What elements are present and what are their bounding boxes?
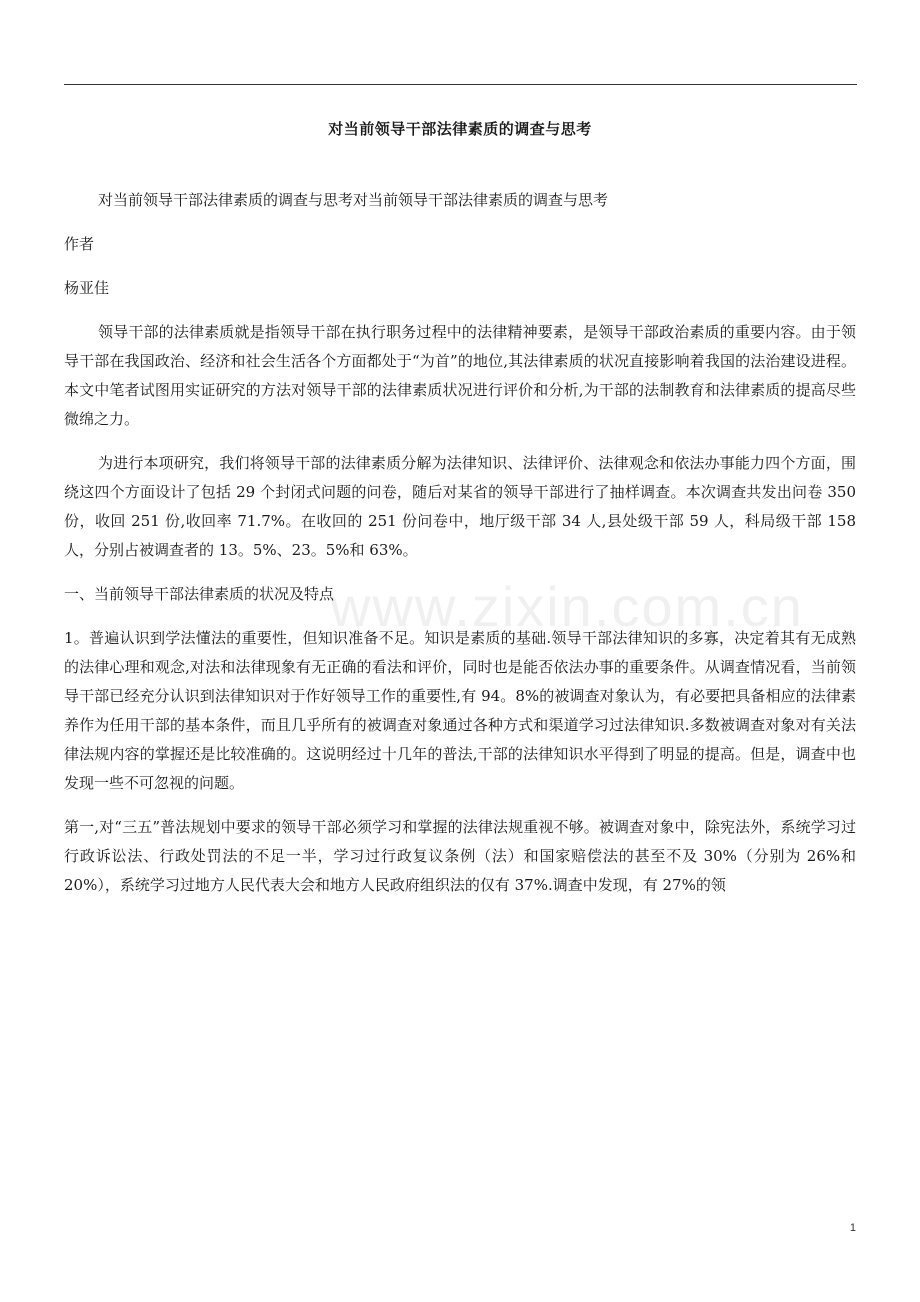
document-title: 对当前领导干部法律素质的调查与思考 xyxy=(328,120,592,138)
paragraph: 1。普遍认识到学法懂法的重要性，但知识准备不足。知识是素质的基础.领导干部法律知识的多寡，决定着其有无成熟的法律心理和观念,对法和法律现象有无正确的看法和评价，同时也是能否依法办事的重要条件。从调查情况看，当前领导干部已经充分认识到法律知识对于作好领导工作的重要性,有 94。8%的被调查对象认为，有必要把具备相应的法律素养作为任用干部的基本条件，而且几乎所有的被调查对象通过各种方式和渠道学习过法律知识.多数被调查对象对有关法律法规内容的掌握还是比较准确的。这说明经过十几年的普法,干部的法律知识水平得到了明显的提高。但是，调查中也发现一些不可忽视的问题。 xyxy=(64,629,856,792)
paragraph: 对当前领导干部法律素质的调查与思考对当前领导干部法律素质的调查与思考 xyxy=(98,191,609,209)
paragraph: 一、当前领导干部法律素质的状况及特点 xyxy=(64,585,335,603)
watermark: www.zixin.com.cn xyxy=(330,575,804,638)
document-body xyxy=(64,186,856,915)
paragraph: 为进行本项研究，我们将领导干部的法律素质分解为法律知识、法律评价、法律观念和依法办事能力四个方面，围绕这四个方面设计了包括 29 个封闭式问题的问卷，随后对某省的领导干部进行了抽样调查。本次调查共发出问卷 350 份，收回 251 份,收回率 71.7%。在收回的 251 份问卷中，地厅级干部 34 人,县处级干部 59 人，科局级干部 158 人，分别占被调查者的 13。5%、23。5%和 63%。 xyxy=(64,454,856,559)
header-rule xyxy=(64,84,857,85)
page-number: 1 xyxy=(849,1222,856,1234)
paragraph: 领导干部的法律素质就是指领导干部在执行职务过程中的法律精神要素，是领导干部政治素质的重要内容。由于领导干部在我国政治、经济和社会生活各个方面都处于“为首”的地位,其法律素质的状况直接影响着我国的法治建设进程。本文中笔者试图用实证研究的方法对领导干部的法律素质状况进行评价和分析,为干部的法制教育和法律素质的提高尽些微绵之力。 xyxy=(64,323,856,428)
paragraph: 杨亚佳 xyxy=(64,279,110,297)
paragraph: 作者 xyxy=(64,235,95,253)
paragraph: 第一,对“三五”普法规划中要求的领导干部必须学习和掌握的法律法规重视不够。被调查对象中，除宪法外，系统学习过行政诉讼法、行政处罚法的不足一半，学习过行政复议条例（法）和国家赔偿法的甚至不及 30%（分别为 26%和 20%），系统学习过地方人民代表大会和地方人民政府组织法的仅有 37%.调查中发现，有 27%的领 xyxy=(64,818,856,894)
